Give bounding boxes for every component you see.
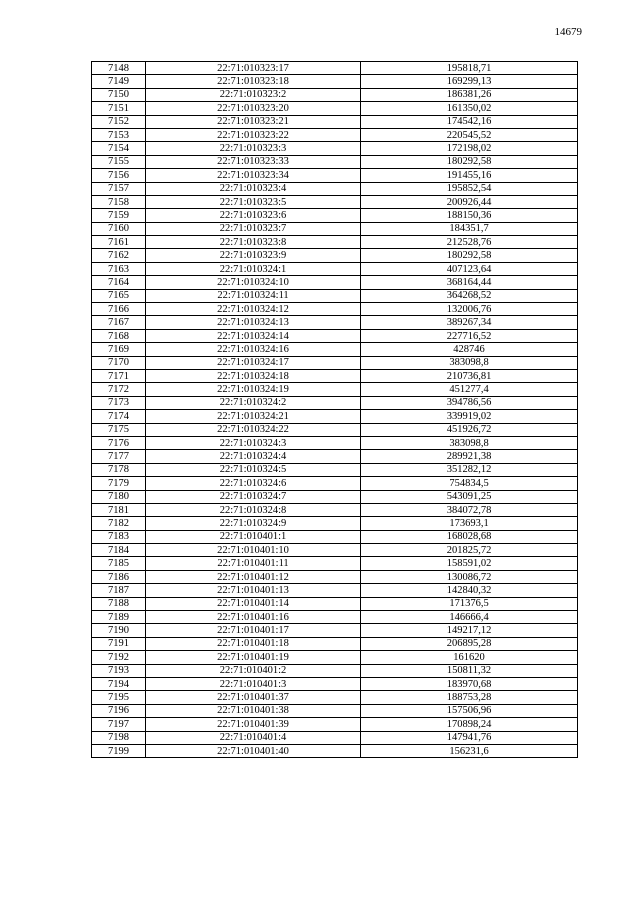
- row-index-cell: 7195: [92, 691, 146, 704]
- row-index-cell: 7158: [92, 195, 146, 208]
- row-index-cell: 7199: [92, 744, 146, 757]
- row-index-cell: 7172: [92, 383, 146, 396]
- row-index-cell: 7197: [92, 718, 146, 731]
- table-row: [92, 637, 578, 650]
- value-cell: 383098,8: [361, 436, 578, 449]
- cadastral-number-cell: 22:71:010323:7: [146, 222, 361, 235]
- value-cell: 389267,34: [361, 316, 578, 329]
- value-cell: 364268,52: [361, 289, 578, 302]
- row-index-cell: 7182: [92, 517, 146, 530]
- table-row: [92, 102, 578, 115]
- cadastral-number-cell: 22:71:010401:16: [146, 611, 361, 624]
- value-cell: 157506,96: [361, 704, 578, 717]
- cadastral-number-cell: 22:71:010323:9: [146, 249, 361, 262]
- table-row: [92, 316, 578, 329]
- value-cell: 132006,76: [361, 303, 578, 316]
- row-index-cell: 7179: [92, 477, 146, 490]
- row-index-cell: 7192: [92, 651, 146, 664]
- row-index-cell: 7163: [92, 262, 146, 275]
- cadastral-number-cell: 22:71:010324:14: [146, 329, 361, 342]
- cadastral-number-cell: 22:71:010323:2: [146, 88, 361, 101]
- cadastral-number-cell: 22:71:010323:21: [146, 115, 361, 128]
- row-index-cell: 7176: [92, 436, 146, 449]
- row-index-cell: 7156: [92, 169, 146, 182]
- row-index-cell: 7170: [92, 356, 146, 369]
- value-cell: 156231,6: [361, 744, 578, 757]
- cadastral-number-cell: 22:71:010323:34: [146, 169, 361, 182]
- cadastral-number-cell: 22:71:010324:4: [146, 450, 361, 463]
- row-index-cell: 7173: [92, 396, 146, 409]
- cadastral-number-cell: 22:71:010401:39: [146, 718, 361, 731]
- table-row: [92, 155, 578, 168]
- value-cell: 451926,72: [361, 423, 578, 436]
- value-cell: 206895,28: [361, 637, 578, 650]
- value-cell: 142840,32: [361, 584, 578, 597]
- table-row: [92, 262, 578, 275]
- cadastral-number-cell: 22:71:010324:17: [146, 356, 361, 369]
- table-row: [92, 75, 578, 88]
- row-index-cell: 7180: [92, 490, 146, 503]
- cadastral-number-cell: 22:71:010324:16: [146, 343, 361, 356]
- row-index-cell: 7171: [92, 369, 146, 382]
- table-row: [92, 503, 578, 516]
- table-body: [92, 62, 578, 758]
- row-index-cell: 7181: [92, 503, 146, 516]
- cadastral-number-cell: 22:71:010401:37: [146, 691, 361, 704]
- table-row: [92, 718, 578, 731]
- value-cell: 183970,68: [361, 677, 578, 690]
- table-row: [92, 677, 578, 690]
- table-row: [92, 329, 578, 342]
- row-index-cell: 7174: [92, 410, 146, 423]
- value-cell: 289921,38: [361, 450, 578, 463]
- cadastral-number-cell: 22:71:010324:13: [146, 316, 361, 329]
- value-cell: 339919,02: [361, 410, 578, 423]
- row-index-cell: 7148: [92, 62, 146, 75]
- row-index-cell: 7178: [92, 463, 146, 476]
- value-cell: 146666,4: [361, 611, 578, 624]
- table-row: [92, 195, 578, 208]
- value-cell: 188753,28: [361, 691, 578, 704]
- table-row: [92, 289, 578, 302]
- row-index-cell: 7168: [92, 329, 146, 342]
- value-cell: 180292,58: [361, 155, 578, 168]
- value-cell: 201825,72: [361, 544, 578, 557]
- cadastral-number-cell: 22:71:010324:6: [146, 477, 361, 490]
- cadastral-number-cell: 22:71:010323:22: [146, 128, 361, 141]
- table-row: [92, 182, 578, 195]
- row-index-cell: 7184: [92, 544, 146, 557]
- row-index-cell: 7198: [92, 731, 146, 744]
- value-cell: 210736,81: [361, 369, 578, 382]
- value-cell: 451277,4: [361, 383, 578, 396]
- cadastral-number-cell: 22:71:010323:5: [146, 195, 361, 208]
- cadastral-number-cell: 22:71:010401:4: [146, 731, 361, 744]
- table-row: [92, 584, 578, 597]
- value-cell: 149217,12: [361, 624, 578, 637]
- table-row: [92, 303, 578, 316]
- table-row: [92, 517, 578, 530]
- table-row: [92, 664, 578, 677]
- table-row: [92, 128, 578, 141]
- row-index-cell: 7193: [92, 664, 146, 677]
- value-cell: 171376,5: [361, 597, 578, 610]
- row-index-cell: 7191: [92, 637, 146, 650]
- table-row: [92, 691, 578, 704]
- table-row: [92, 611, 578, 624]
- value-cell: 168028,68: [361, 530, 578, 543]
- row-index-cell: 7183: [92, 530, 146, 543]
- cadastral-number-cell: 22:71:010324:21: [146, 410, 361, 423]
- row-index-cell: 7188: [92, 597, 146, 610]
- value-cell: 130086,72: [361, 570, 578, 583]
- cadastral-number-cell: 22:71:010401:3: [146, 677, 361, 690]
- table-row: [92, 249, 578, 262]
- value-cell: 174542,16: [361, 115, 578, 128]
- table-row: [92, 410, 578, 423]
- cadastral-number-cell: 22:71:010324:5: [146, 463, 361, 476]
- value-cell: 351282,12: [361, 463, 578, 476]
- row-index-cell: 7165: [92, 289, 146, 302]
- cadastral-number-cell: 22:71:010324:1: [146, 262, 361, 275]
- cadastral-number-cell: 22:71:010401:38: [146, 704, 361, 717]
- row-index-cell: 7153: [92, 128, 146, 141]
- value-cell: 170898,24: [361, 718, 578, 731]
- row-index-cell: 7186: [92, 570, 146, 583]
- table-row: [92, 62, 578, 75]
- row-index-cell: 7166: [92, 303, 146, 316]
- cadastral-number-cell: 22:71:010324:11: [146, 289, 361, 302]
- value-cell: 754834,5: [361, 477, 578, 490]
- cadastral-number-cell: 22:71:010401:1: [146, 530, 361, 543]
- table-row: [92, 115, 578, 128]
- row-index-cell: 7177: [92, 450, 146, 463]
- value-cell: 147941,76: [361, 731, 578, 744]
- value-cell: 191455,16: [361, 169, 578, 182]
- value-cell: 172198,02: [361, 142, 578, 155]
- table-row: [92, 624, 578, 637]
- cadastral-number-cell: 22:71:010324:3: [146, 436, 361, 449]
- cadastral-number-cell: 22:71:010324:10: [146, 276, 361, 289]
- value-cell: 180292,58: [361, 249, 578, 262]
- row-index-cell: 7164: [92, 276, 146, 289]
- value-cell: 394786,56: [361, 396, 578, 409]
- table-row: [92, 356, 578, 369]
- row-index-cell: 7167: [92, 316, 146, 329]
- value-cell: 543091,25: [361, 490, 578, 503]
- cadastral-number-cell: 22:71:010323:18: [146, 75, 361, 88]
- table-row: [92, 731, 578, 744]
- cadastral-number-cell: 22:71:010324:9: [146, 517, 361, 530]
- value-cell: 158591,02: [361, 557, 578, 570]
- cadastral-number-cell: 22:71:010401:10: [146, 544, 361, 557]
- table-row: [92, 544, 578, 557]
- value-cell: 184351,7: [361, 222, 578, 235]
- cadastral-number-cell: 22:71:010401:19: [146, 651, 361, 664]
- row-index-cell: 7189: [92, 611, 146, 624]
- cadastral-number-cell: 22:71:010401:40: [146, 744, 361, 757]
- value-cell: 200926,44: [361, 195, 578, 208]
- table-row: [92, 530, 578, 543]
- cadastral-number-cell: 22:71:010324:19: [146, 383, 361, 396]
- value-cell: 169299,13: [361, 75, 578, 88]
- cadastral-number-cell: 22:71:010323:20: [146, 102, 361, 115]
- table-row: [92, 88, 578, 101]
- row-index-cell: 7150: [92, 88, 146, 101]
- table-row: [92, 169, 578, 182]
- table-row: [92, 343, 578, 356]
- cadastral-number-cell: 22:71:010323:6: [146, 209, 361, 222]
- cadastral-number-cell: 22:71:010324:12: [146, 303, 361, 316]
- table-row: [92, 436, 578, 449]
- value-cell: 220545,52: [361, 128, 578, 141]
- table-row: [92, 570, 578, 583]
- data-table: [91, 61, 578, 758]
- value-cell: 428746: [361, 343, 578, 356]
- row-index-cell: 7149: [92, 75, 146, 88]
- table-row: [92, 423, 578, 436]
- table-row: [92, 383, 578, 396]
- row-index-cell: 7154: [92, 142, 146, 155]
- value-cell: 407123,64: [361, 262, 578, 275]
- table-row: [92, 463, 578, 476]
- table-row: [92, 477, 578, 490]
- value-cell: 368164,44: [361, 276, 578, 289]
- value-cell: 195852,54: [361, 182, 578, 195]
- table-row: [92, 597, 578, 610]
- row-index-cell: 7175: [92, 423, 146, 436]
- table-row: [92, 744, 578, 757]
- value-cell: 150811,32: [361, 664, 578, 677]
- cadastral-number-cell: 22:71:010401:14: [146, 597, 361, 610]
- cadastral-number-cell: 22:71:010323:8: [146, 236, 361, 249]
- value-cell: 384072,78: [361, 503, 578, 516]
- table-row: [92, 396, 578, 409]
- table-row: [92, 142, 578, 155]
- cadastral-number-cell: 22:71:010401:17: [146, 624, 361, 637]
- cadastral-number-cell: 22:71:010401:12: [146, 570, 361, 583]
- row-index-cell: 7187: [92, 584, 146, 597]
- cadastral-number-cell: 22:71:010323:33: [146, 155, 361, 168]
- row-index-cell: 7162: [92, 249, 146, 262]
- row-index-cell: 7185: [92, 557, 146, 570]
- row-index-cell: 7157: [92, 182, 146, 195]
- cadastral-number-cell: 22:71:010401:2: [146, 664, 361, 677]
- row-index-cell: 7152: [92, 115, 146, 128]
- cadastral-number-cell: 22:71:010324:18: [146, 369, 361, 382]
- row-index-cell: 7169: [92, 343, 146, 356]
- value-cell: 173693,1: [361, 517, 578, 530]
- page-number: 14679: [554, 26, 582, 38]
- value-cell: 383098,8: [361, 356, 578, 369]
- table-row: [92, 209, 578, 222]
- row-index-cell: 7159: [92, 209, 146, 222]
- table-row: [92, 369, 578, 382]
- cadastral-number-cell: 22:71:010323:4: [146, 182, 361, 195]
- value-cell: 161350,02: [361, 102, 578, 115]
- table-row: [92, 490, 578, 503]
- value-cell: 186381,26: [361, 88, 578, 101]
- cadastral-number-cell: 22:71:010401:18: [146, 637, 361, 650]
- value-cell: 195818,71: [361, 62, 578, 75]
- cadastral-number-cell: 22:71:010324:22: [146, 423, 361, 436]
- cadastral-number-cell: 22:71:010324:2: [146, 396, 361, 409]
- row-index-cell: 7155: [92, 155, 146, 168]
- table-row: [92, 651, 578, 664]
- cadastral-number-cell: 22:71:010323:3: [146, 142, 361, 155]
- row-index-cell: 7161: [92, 236, 146, 249]
- cadastral-number-cell: 22:71:010401:13: [146, 584, 361, 597]
- cadastral-number-cell: 22:71:010323:17: [146, 62, 361, 75]
- table-row: [92, 557, 578, 570]
- table-row: [92, 236, 578, 249]
- value-cell: 188150,36: [361, 209, 578, 222]
- cadastral-number-cell: 22:71:010401:11: [146, 557, 361, 570]
- table-row: [92, 276, 578, 289]
- row-index-cell: 7194: [92, 677, 146, 690]
- table-row: [92, 704, 578, 717]
- cadastral-number-cell: 22:71:010324:8: [146, 503, 361, 516]
- row-index-cell: 7196: [92, 704, 146, 717]
- value-cell: 212528,76: [361, 236, 578, 249]
- row-index-cell: 7160: [92, 222, 146, 235]
- table-row: [92, 222, 578, 235]
- row-index-cell: 7151: [92, 102, 146, 115]
- value-cell: 227716,52: [361, 329, 578, 342]
- cadastral-number-cell: 22:71:010324:7: [146, 490, 361, 503]
- table-row: [92, 450, 578, 463]
- row-index-cell: 7190: [92, 624, 146, 637]
- value-cell: 161620: [361, 651, 578, 664]
